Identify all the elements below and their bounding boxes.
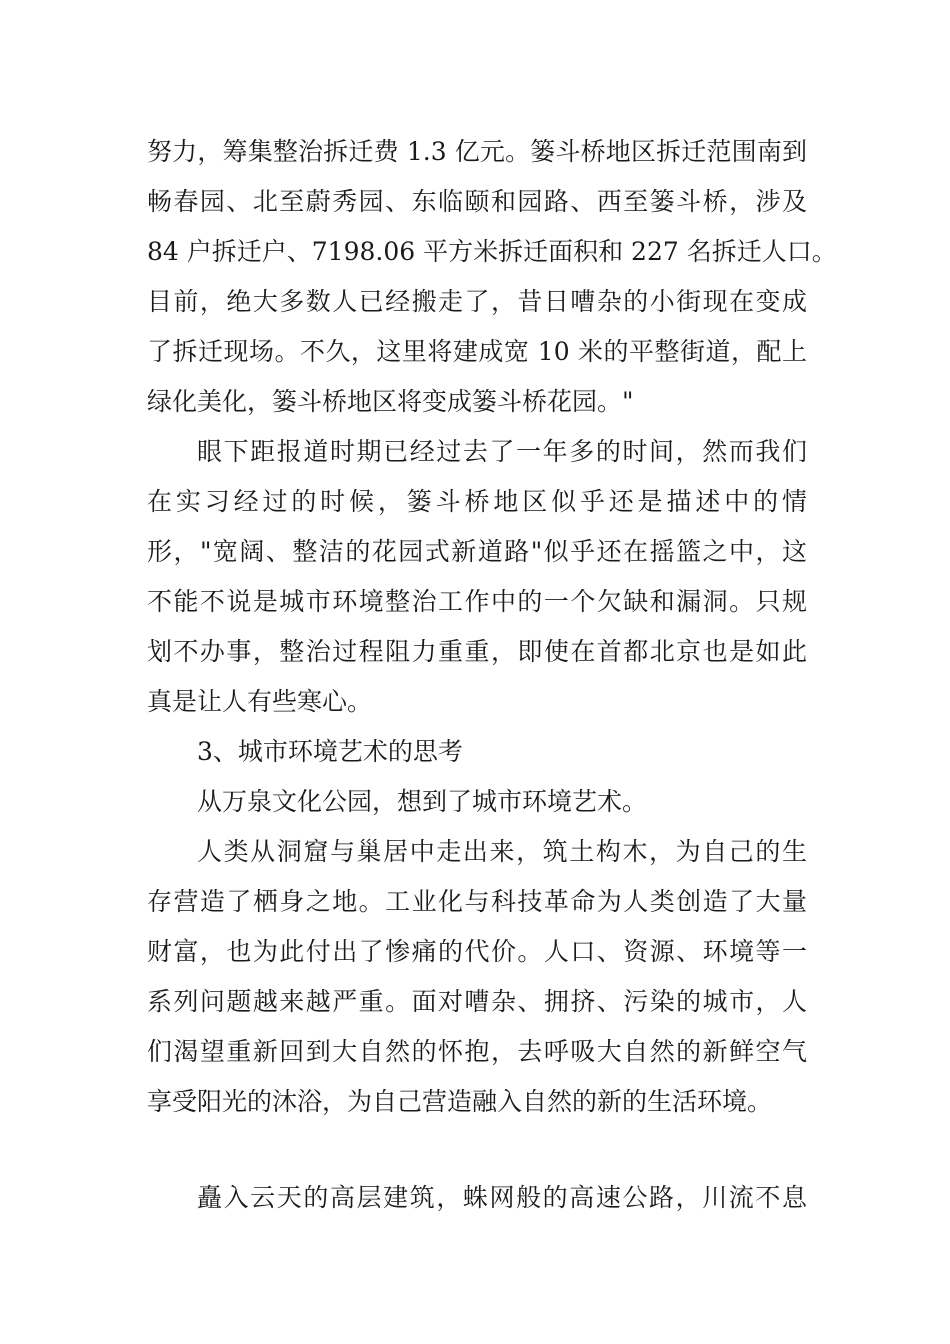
section-heading: 3、城市环境艺术的思考 [197, 737, 463, 766]
paragraph-line: 眼下距报道时期已经过去了一年多的时间，然而我们 [197, 437, 807, 466]
paragraph-line: 存营造了栖身之地。工业化与科技革命为人类创造了大量 [147, 887, 807, 916]
paragraph-line: 财富，也为此付出了惨痛的代价。人口、资源、环境等一 [147, 937, 807, 966]
paragraph-line: 在实习经过的时候，篓斗桥地区似乎还是描述中的情 [147, 487, 807, 516]
paragraph-line: 不能不说是城市环境整治工作中的一个欠缺和漏洞。只规 [147, 587, 807, 616]
paragraph-line: 人类从洞窟与巢居中走出来，筑土构木，为自己的生 [197, 837, 807, 866]
paragraph-line: 们渴望重新回到大自然的怀抱，去呼吸大自然的新鲜空气 [147, 1037, 807, 1066]
paragraph-line: 绿化美化，篓斗桥地区将变成篓斗桥花园。" [147, 387, 634, 416]
paragraph-line: 划不办事，整治过程阻力重重，即使在首都北京也是如此 [147, 637, 807, 666]
paragraph-line: 从万泉文化公园，想到了城市环境艺术。 [197, 787, 648, 816]
paragraph-line: 形，"宽阔、整洁的花园式新道路"似乎还在摇篮之中，这 [147, 537, 807, 566]
paragraph-line: 目前，绝大多数人已经搬走了，昔日嘈杂的小街现在变成 [147, 287, 807, 316]
paragraph-line: 系列问题越来越严重。面对嘈杂、拥挤、污染的城市，人 [147, 987, 807, 1016]
paragraph-line: 畅春园、北至蔚秀园、东临颐和园路、西至篓斗桥，涉及 [147, 187, 807, 216]
paragraph-line: 享受阳光的沐浴，为自己营造融入自然的新的生活环境。 [147, 1087, 773, 1116]
paragraph-line: 了拆迁现场。不久，这里将建成宽 10 米的平整街道，配上 [147, 337, 807, 366]
paragraph-line: 真是让人有些寒心。 [147, 687, 373, 716]
paragraph-line: 矗入云天的高层建筑，蛛网般的高速公路，川流不息 [197, 1183, 807, 1212]
paragraph-line: 努力，筹集整治拆迁费 1.3 亿元。篓斗桥地区拆迁范围南到 [147, 137, 807, 166]
paragraph-line: 84 户拆迁户、7198.06 平方米拆迁面积和 227 名拆迁人口。 [147, 237, 837, 266]
